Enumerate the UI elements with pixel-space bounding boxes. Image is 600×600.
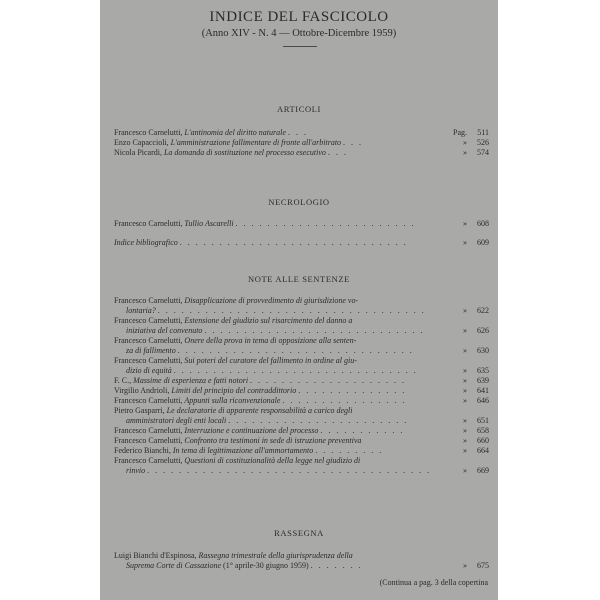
list-item	[114, 436, 489, 446]
entry-title-cont: Suprema Corte di Cassazione	[126, 561, 222, 570]
entry-author: Francesco Carnelutti,	[114, 396, 183, 405]
entry-page: 511	[477, 128, 489, 137]
entry-author: Francesco Carnelutti,	[114, 336, 183, 345]
list-item: Francesco Carnelutti, Tullio Ascarelli . . . . . . . . . . . . . . . . . . . . . . . » 608	[114, 219, 489, 228]
list-item	[114, 296, 489, 306]
rassegna-list: Luigi Bianchi d'Espinosa, Rassegna trimestrale della giurisprudenza della Suprema Corte di Cassazione (1° aprile-30 giugno 1959) . . . . . . . » 675	[114, 551, 489, 570]
list-item: Francesco Carnelutti, Interruzione e continuazione del processo . . . . . . . . . . . » 658	[114, 426, 489, 435]
entry-page: 664	[477, 446, 489, 455]
entry-page: 526	[477, 138, 489, 147]
entry-page: 675	[477, 561, 489, 570]
bullet-mark: »	[463, 366, 467, 375]
issue-subtitle: (Anno XIV - N. 4 — Ottobre-Dicembre 1959)	[201, 28, 397, 39]
entry-page: 609	[477, 238, 489, 247]
entry-title-cont: rinvio	[126, 466, 146, 475]
entry-title: Le declaratorie di apparente responsabilità a carico degli	[166, 406, 353, 415]
section-necrologio: NECROLOGIO	[268, 197, 330, 207]
bullet-mark: »	[463, 561, 467, 570]
bullet-mark: »	[463, 238, 467, 247]
bullet-mark: »	[463, 346, 467, 355]
entry-page: 608	[477, 219, 489, 228]
bullet-mark: »	[463, 396, 467, 405]
bullet-mark: »	[463, 416, 467, 425]
list-item	[114, 551, 489, 561]
entry-page: 630	[477, 346, 489, 355]
entry-page: 646	[477, 396, 489, 405]
entry-author: Francesco Carnelutti,	[114, 296, 183, 305]
entry-title: L'antinomia del diritto naturale	[184, 128, 286, 137]
bullet-mark: »	[463, 436, 467, 445]
pag-label: Pag.	[453, 128, 467, 137]
entry-author: Enzo Capaccioli,	[114, 138, 169, 147]
entry-title: Onere della prova in tema di opposizione alla senten-	[184, 336, 357, 345]
bullet-mark: »	[463, 386, 467, 395]
entry-date-range: (1° aprile-30 giugno 1959)	[223, 561, 309, 570]
entry-author: Federico Bianchi,	[114, 446, 171, 455]
list-item: F. C., Massime di esperienza e fatti notori . . . . . . . . . . . . . . . . . . . . » 639	[114, 376, 489, 385]
bullet-mark: »	[463, 138, 467, 147]
list-item: Francesco Carnelutti, L'antinomia del diritto naturale . . . Pag. 511	[114, 128, 489, 137]
bullet-mark: »	[463, 148, 467, 157]
entry-page: 622	[477, 306, 489, 315]
list-item: Federico Bianchi, In tema di legittimazione all'ammortamento . . . . . . . . . » 664	[114, 446, 489, 455]
section-articoli: ARTICOLI	[277, 104, 321, 114]
entry-page: 660	[477, 436, 489, 445]
entry-title: Tullio Ascarelli	[184, 219, 234, 228]
entry-page: 641	[477, 386, 489, 395]
entry-page: 635	[477, 366, 489, 375]
entry-author: Nicola Picardi,	[114, 148, 162, 157]
entry-author: Francesco Carnelutti,	[114, 426, 183, 435]
entry-page: 651	[477, 416, 489, 425]
entry-page: 574	[477, 148, 489, 157]
entry-title: Massime di esperienza e fatti notori	[133, 376, 249, 385]
entry-title: In tema di legittimazione all'ammortamento	[172, 446, 314, 455]
entry-title-cont: dizio di equità	[126, 366, 172, 375]
entry-author: Francesco Carnelutti,	[114, 436, 183, 445]
list-item	[114, 356, 489, 366]
entry-page: 639	[477, 376, 489, 385]
entry-title: Sui poteri del curatore del fallimento in ordine al giu-	[184, 356, 357, 365]
entry-title: Limiti del principio del contraddittorio	[171, 386, 297, 395]
entry-title: Estensione del giudizio sul risarcimento del danno a	[184, 316, 353, 325]
note-list: Francesco Carnelutti, Disapplicazione di provvedimento di giurisdizione vo- lontaria? . . . . . . . . . . . . . . . . . . . . . . . . . . . . . . . . . . » 622 Francesco Carnelutti, Estensione del giudizio sul risarcimento del danno a iniziativa del convenuto . . . . . . . . . . . . . . . . . . . . . . . . . . . . » 626 Francesco Carnelutti, Onere della prova in tema di opposizione alla senten- za di fallimento . . . . . . . . . . . . . . . . . . . . . . . . . . . . . . » 630 Francesco Carnelutti, Sui poteri del curatore del fallimento in ordine al giu- dizio di equità . . . . . . . . . . . . . . . . . . . . . . . . . . . . . . . » 635 F. C., Massime di esperienza e fatti notori . . . . . . . . . . . . . . . . . . . . » 639 Virgilio Andrioli, Limiti del principio del contraddittorio . . . . . . . . . . . . . . » 641 Francesco Carnelutti, Appunti sulla riconvenzionale . . . . . . . . . . . . . . . . » 646 Pietro Gasparri, Le declaratorie di apparente responsabilità a carico degli amministratori degli enti locali . . . . . . . . . . . . . . . . . . . . . . . » 651 Francesco Carnelutti, Interruzione e continuazione del processo . . . . . . . . . . . » 658 Francesco Carnelutti, Confronto tra testimoni in sede di istruzione preventiva » 660 Federico Bianchi, In tema di legittimazione all'ammortamento . . . . . . . . . » 664 Francesco Carnelutti, Questioni di costituzionalità della legge nel giudizio di rinvio . . . . . . . . . . . . . . . . . . . . . . . . . . . . . . . . . . . . » 669	[114, 296, 489, 475]
bullet-mark: »	[463, 326, 467, 335]
list-item: Nicola Picardi, La domanda di sostituzione nel processo esecutivo . . . » 574	[114, 148, 489, 157]
section-note: NOTE ALLE SENTENZE	[248, 274, 350, 284]
bullet-mark: »	[463, 466, 467, 475]
entry-author: Francesco Carnelutti,	[114, 456, 183, 465]
entry-author: Pietro Gasparri,	[114, 406, 165, 415]
articoli-list	[114, 128, 489, 158]
entry-page: 669	[477, 466, 489, 475]
bullet-mark: »	[463, 219, 467, 228]
entry-author: Luigi Bianchi d'Espinosa,	[114, 551, 197, 560]
entry-title: La domanda di sostituzione nel processo esecutivo	[163, 148, 326, 157]
list-item	[114, 316, 489, 326]
entry-author: Francesco Carnelutti,	[114, 219, 183, 228]
entry-page: 626	[477, 326, 489, 335]
list-item: Francesco Carnelutti, Appunti sulla riconvenzionale . . . . . . . . . . . . . . . . » 646	[114, 396, 489, 405]
entry-title-cont: lontaria?	[126, 306, 156, 315]
index-page	[100, 0, 498, 600]
entry-title: L'amministrazione fallimentare di fronte all'arbitrato	[170, 138, 342, 147]
entry-author: F. C.,	[114, 376, 132, 385]
page-title: INDICE DEL FASCICOLO	[209, 9, 389, 25]
entry-title-cont: za di fallimento	[126, 346, 176, 355]
entry-title: Appunti sulla riconvenzionale	[184, 396, 281, 405]
entry-author: Francesco Carnelutti,	[114, 128, 183, 137]
title-divider	[283, 46, 317, 47]
entry-title-cont: amministratori degli enti locali	[126, 416, 227, 425]
list-item: Indice bibliografico . . . . . . . . . . . . . . . . . . . . . . . . . . . . . » 609	[114, 238, 489, 247]
bullet-mark: »	[463, 426, 467, 435]
entry-author: Francesco Carnelutti,	[114, 356, 183, 365]
necrologio-list	[114, 219, 489, 229]
list-item	[114, 336, 489, 346]
entry-author: Francesco Carnelutti,	[114, 316, 183, 325]
entry-author: Virgilio Andrioli,	[114, 386, 170, 395]
bullet-mark: »	[463, 306, 467, 315]
entry-title: Indice bibliografico	[114, 238, 178, 247]
entry-page: 658	[477, 426, 489, 435]
continuation-note: (Continua a pag. 3 della copertina	[379, 578, 488, 587]
section-rassegna: RASSEGNA	[274, 528, 324, 538]
entry-title: Questioni di costituzionalità della legge nel giudizio di	[184, 456, 361, 465]
entry-title: Interruzione e continuazione del processo	[184, 426, 319, 435]
bullet-mark: »	[463, 376, 467, 385]
bullet-mark: »	[463, 446, 467, 455]
entry-title: Confronto tra testimoni in sede di istruzione preventiva	[184, 436, 362, 445]
entry-title: Rassegna trimestrale della giurisprudenza della	[198, 551, 353, 560]
list-item	[114, 406, 489, 416]
entry-title: Disapplicazione di provvedimento di giurisdizione vo-	[184, 296, 359, 305]
list-item	[114, 456, 489, 466]
list-item: Virgilio Andrioli, Limiti del principio del contraddittorio . . . . . . . . . . . . . . » 641	[114, 386, 489, 395]
entry-title-cont: iniziativa del convenuto	[126, 326, 203, 335]
list-item: Enzo Capaccioli, L'amministrazione fallimentare di fronte all'arbitrato . . . » 526	[114, 138, 489, 147]
